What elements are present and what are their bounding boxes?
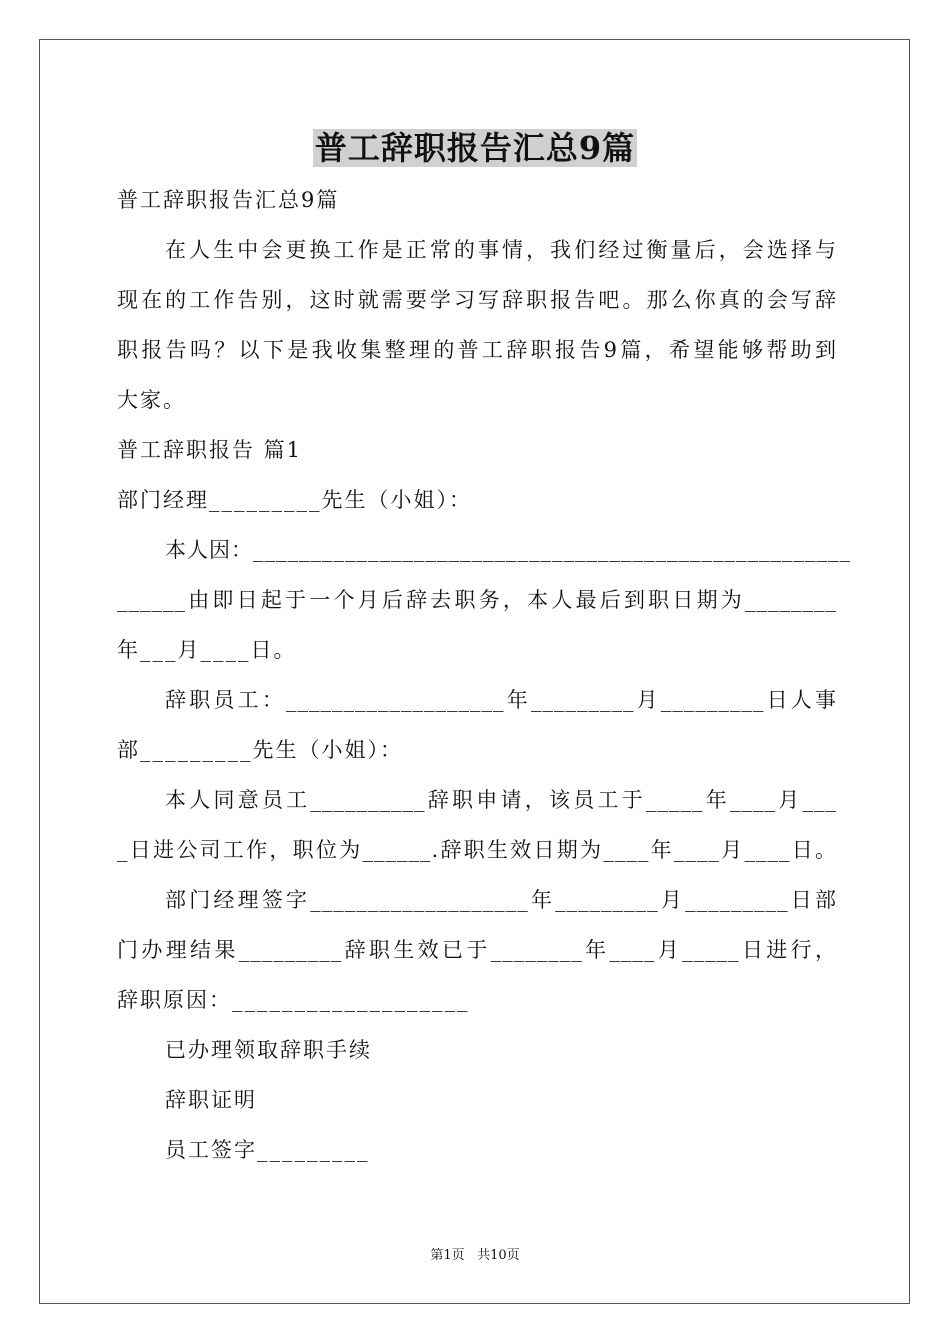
body-line-14: 员工签字_________ — [165, 1138, 370, 1162]
body-line-3: ______由即日起于一个月后辞去职务，本人最后到职日期为________ — [117, 588, 837, 612]
body-line-4: 年___月____日。 — [117, 638, 297, 662]
page-number: 第1页 — [430, 1248, 465, 1263]
body-line-11: 辞职原因：___________________ — [117, 988, 470, 1012]
section-heading: 普工辞职报告 篇1 — [117, 438, 303, 462]
body-line-10: 门办理结果_________辞职生效已于________年____月_____日进行， — [117, 938, 837, 962]
intro-line-4: 大家。 — [117, 388, 186, 412]
body-line-7: 本人同意员工__________辞职申请，该员工于_____年____月___ — [165, 788, 837, 812]
body-line-8: _日进公司工作，职位为______.辞职生效日期为____年____月____日。 — [117, 838, 837, 862]
page-footer — [0, 1247, 950, 1265]
intro-line-2: 现在的工作告别，这时就需要学习写辞职报告吧。那么你真的会写辞 — [117, 288, 837, 312]
intro-line-1: 在人生中会更换工作是正常的事情，我们经过衡量后，会选择与 — [165, 238, 837, 262]
body-line-12: 已办理领取辞职手续 — [165, 1038, 372, 1062]
body-line-5: 辞职员工：___________________年_________月_________日人事 — [165, 688, 837, 712]
page-total: 共10页 — [477, 1248, 520, 1263]
body-line-9: 部门经理签字___________________年_________月_________日部 — [165, 888, 837, 912]
intro-line-3: 职报告吗？以下是我收集整理的普工辞职报告9篇，希望能够帮助到 — [117, 338, 837, 362]
body-line-13: 辞职证明 — [165, 1088, 257, 1112]
body-line-1: 部门经理_________先生（小姐）： — [117, 488, 472, 512]
body-line-2: 本人因：____________________________________________________ — [165, 538, 851, 562]
body-line-6: 部_________先生（小姐）： — [117, 738, 403, 762]
subtitle-line: 普工辞职报告汇总9篇 — [117, 188, 340, 212]
document-title: 普工辞职报告汇总9篇 — [314, 129, 636, 167]
